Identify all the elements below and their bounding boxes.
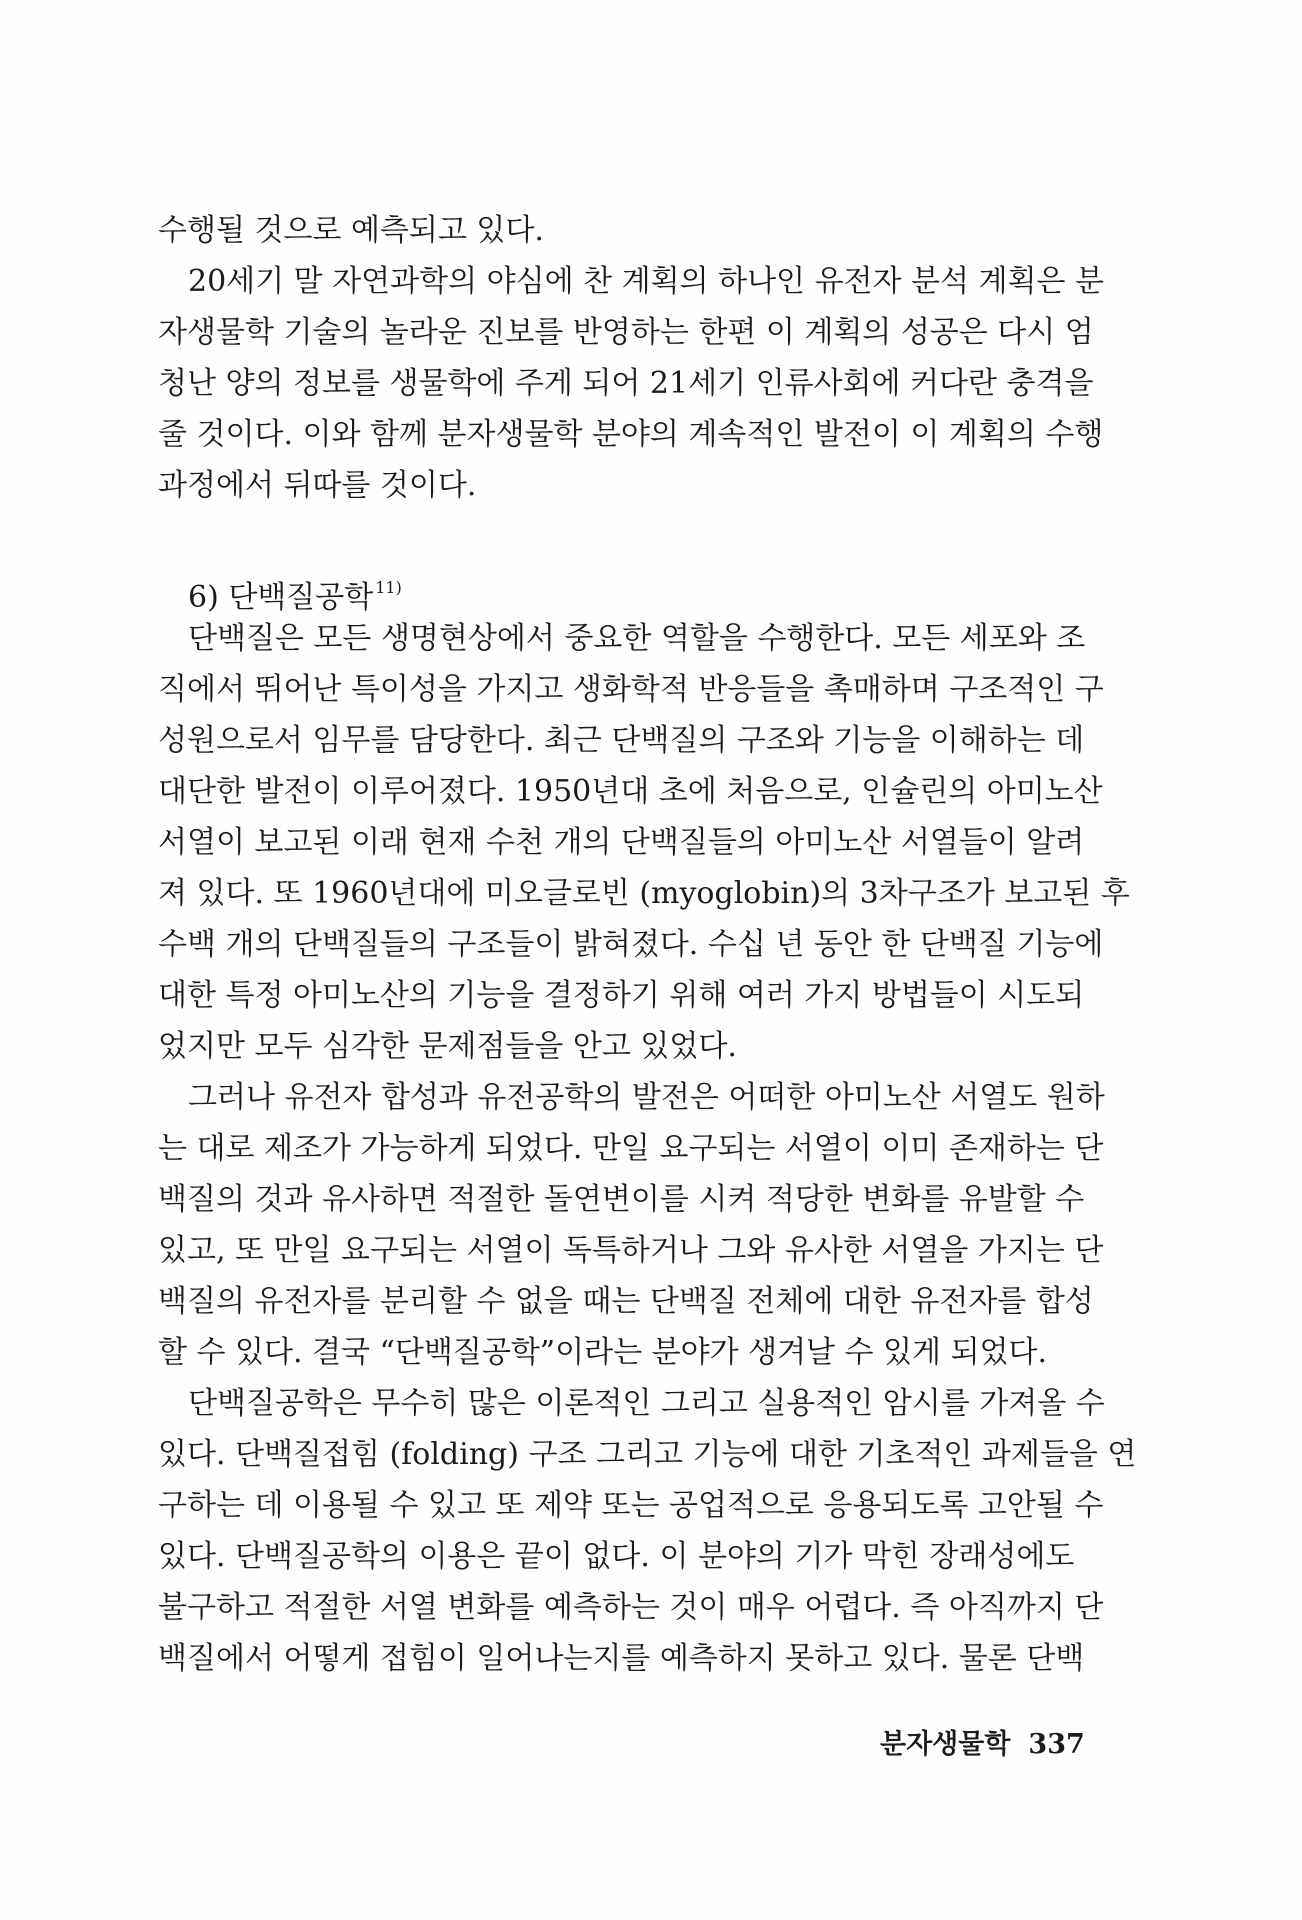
text-line: 단백질공학은 무수히 많은 이론적인 그리고 실용적인 암시를 가져올 수 (188, 1386, 1105, 1421)
page-number: 337 (1028, 1729, 1085, 1760)
text-line: 서열이 보고된 이래 현재 수천 개의 단백질들의 아미노산 서열들이 알려 (158, 825, 1085, 860)
text-line: 수백 개의 단백질들의 구조들이 밝혀졌다. 수십 년 동안 한 단백질 기능에 (158, 927, 1104, 962)
text-line: 자생물학 기술의 놀라운 진보를 반영하는 한편 이 계획의 성공은 다시 엄 (158, 315, 1094, 350)
text-line: 백질에서 어떻게 접힘이 일어나는지를 예측하지 못하고 있다. 물론 단백 (158, 1641, 1085, 1676)
body-text (158, 205, 1137, 1684)
text-line: 대단한 발전이 이루어졌다. 1950년대 초에 처음으로, 인슐린의 아미노산 (158, 774, 1103, 809)
text-line: 수행될 것으로 예측되고 있다. (158, 213, 544, 248)
section-gap (158, 511, 1126, 562)
text-line: 청난 양의 정보를 생물학에 주게 되어 21세기 인류사회에 커다란 충격을 (158, 366, 1094, 401)
text-line: 20세기 말 자연과학의 야심에 찬 계획의 하나인 유전자 분석 계획은 분 (188, 264, 1104, 299)
text-line: 백질의 유전자를 분리할 수 없을 때는 단백질 전체에 대한 유전자를 합성 (158, 1284, 1094, 1319)
text-line: 줄 것이다. 이와 함께 분자생물학 분야의 계속적인 발전이 이 계획의 수행 (158, 417, 1104, 452)
text-line: 백질의 것과 유사하면 적절한 돌연변이를 시켜 적당한 변화를 유발할 수 (158, 1182, 1085, 1217)
section-heading (158, 562, 1126, 613)
text-line: 직에서 뛰어난 특이성을 가지고 생화학적 반응들을 촉매하며 구조적인 구 (158, 672, 1104, 707)
text-line: 져 있다. 또 1960년대에 미오글로빈 (myoglobin)의 3차구조가 보고된 후 (158, 876, 1130, 911)
text-line: 는 대로 제조가 가능하게 되었다. 만일 요구되는 서열이 이미 존재하는 단 (158, 1131, 1104, 1166)
text-line: 었지만 모두 심각한 문제점들을 안고 있었다. (158, 1029, 737, 1064)
text-line: 대한 특정 아미노산의 기능을 결정하기 위해 여러 가지 방법들이 시도되 (158, 978, 1085, 1013)
page-footer (880, 1722, 1098, 1761)
text-line: 있다. 단백질접힘 (folding) 구조 그리고 기능에 대한 기초적인 과제들을 연 (158, 1437, 1137, 1472)
text-line: 구하는 데 이용될 수 있고 또 제약 또는 공업적으로 응용되도록 고안될 수 (158, 1488, 1104, 1523)
text-line: 있고, 또 만일 요구되는 서열이 독특하거나 그와 유사한 서열을 가지는 단 (158, 1233, 1104, 1268)
text-line: 있다. 단백질공학의 이용은 끝이 없다. 이 분야의 기가 막힌 장래성에도 (158, 1539, 1075, 1574)
text-line: 단백질은 모든 생명현상에서 중요한 역할을 수행한다. 모든 세포와 조 (188, 621, 1086, 656)
text-line: 그러나 유전자 합성과 유전공학의 발전은 어떠한 아미노산 서열도 원하 (188, 1080, 1105, 1115)
text-line: 과정에서 뒤따를 것이다. (158, 468, 477, 503)
text-line: 불구하고 적절한 서열 변화를 예측하는 것이 매우 어렵다. 즉 아직까지 단 (158, 1590, 1104, 1625)
footnote-mark: 11) (375, 578, 402, 597)
running-title: 분자생물학 (880, 1729, 1011, 1760)
section-title: 6) 단백질공학 (188, 580, 374, 615)
text-line: 성원으로서 임무를 담당한다. 최근 단백질의 구조와 기능을 이해하는 데 (158, 723, 1085, 758)
text-line: 할 수 있다. 결국 “단백질공학”이라는 분야가 생겨날 수 있게 되었다. (158, 1335, 1048, 1370)
